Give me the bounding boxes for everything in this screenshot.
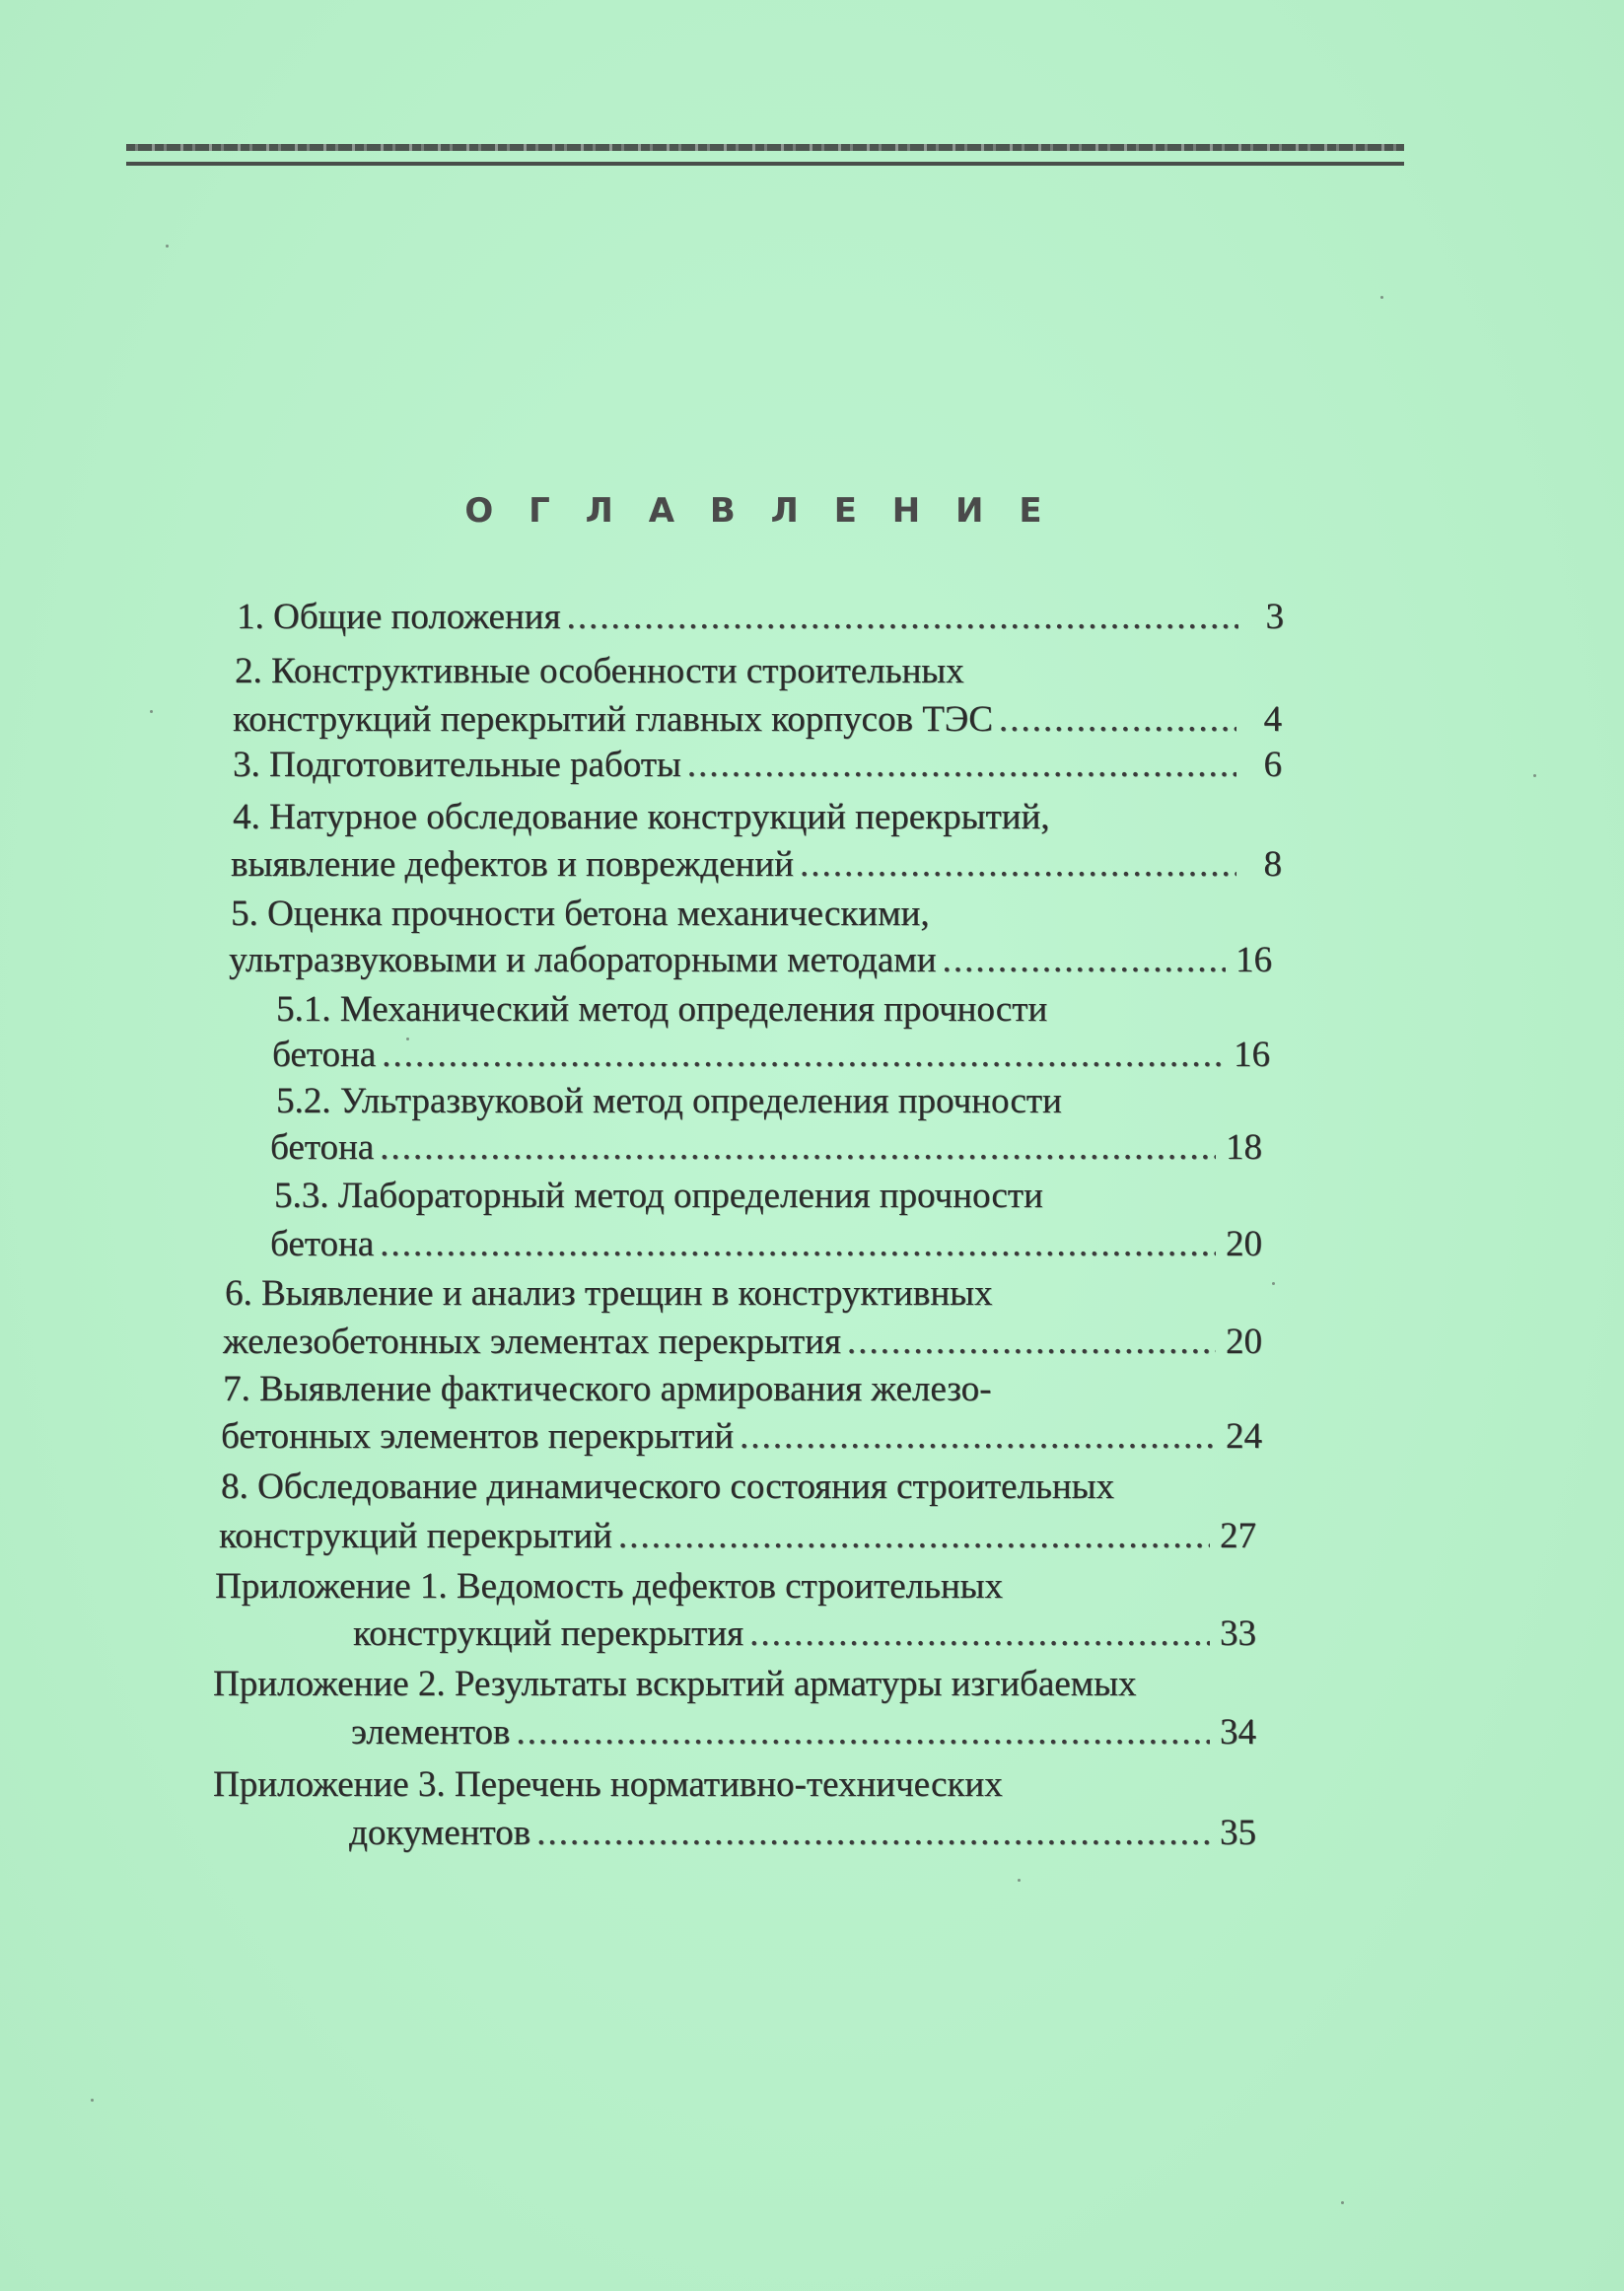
paper-speck [1272, 1282, 1275, 1285]
toc-entry-text: Приложение 1. Ведомость дефектов строительных [215, 1566, 1004, 1607]
appendix-2-line-1 [213, 1661, 1136, 1708]
toc-entry-text: 2. Конструктивные особенности строительных [235, 651, 964, 691]
toc-entry-2-line-2 [233, 696, 1282, 744]
toc-entry-5-line-1 [231, 891, 930, 938]
toc-entry-page: 16 [1236, 940, 1272, 980]
appendix-3-line-2 [349, 1810, 1256, 1857]
toc-entry-page: 4 [1263, 699, 1282, 740]
toc-entry-text: Приложение 3. Перечень нормативно-технических [213, 1764, 1003, 1805]
toc-entry-text: Приложение 2. Результаты вскрытий арматуры изгибаемых [213, 1664, 1137, 1704]
leader-dots [687, 742, 1236, 789]
toc-entry-page: 6 [1263, 745, 1282, 785]
toc-entry-text: 6. Выявление и анализ трещин в конструктивных [225, 1273, 993, 1314]
appendix-1-line-2 [353, 1611, 1256, 1658]
toc-entry-text: бетонных элементов перекрытий [221, 1416, 735, 1457]
leader-dots [999, 696, 1236, 744]
toc-entry-1 [237, 594, 1284, 641]
paper-speck [406, 1038, 409, 1040]
toc-entry-page: 34 [1220, 1712, 1256, 1753]
toc-entry-2-line-1 [235, 648, 964, 695]
leader-dots [800, 841, 1236, 889]
toc-entry-text: 5.2. Ультразвуковой метод определения прочности [276, 1081, 1062, 1121]
toc-entry-text: бетона [270, 1127, 375, 1168]
toc-entry-text: бетона [270, 1224, 375, 1264]
toc-entry-text: 5.1. Механический метод определения прочности [276, 989, 1048, 1030]
paper-speck [1341, 2201, 1344, 2204]
toc-entry-text: 8. Обследование динамического состояния строительных [221, 1467, 1114, 1507]
toc-entry-text: бетона [272, 1035, 377, 1075]
toc-entry-text: 7. Выявление фактического армирования железо- [223, 1369, 992, 1409]
toc-entry-5-1-line-2 [272, 1032, 1270, 1079]
paper-speck [91, 2099, 94, 2102]
toc-entry-4-line-2 [231, 841, 1282, 889]
toc-entry-5-1-line-1 [276, 986, 1047, 1034]
toc-entry-text: документов [349, 1813, 531, 1853]
paper-speck [1018, 1879, 1021, 1882]
toc-entry-page: 3 [1265, 597, 1284, 637]
leader-dots [618, 1513, 1210, 1560]
leader-dots [749, 1611, 1210, 1658]
leader-dots [536, 1810, 1210, 1857]
toc-entry-6-line-2 [223, 1319, 1262, 1366]
toc-entry-text: 4. Натурное обследование конструкций перекрытий, [233, 797, 1050, 837]
appendix-2-line-2 [351, 1709, 1256, 1756]
toc-entry-5-2-line-2 [270, 1124, 1262, 1172]
paper-speck [1380, 296, 1383, 299]
appendix-1-line-1 [215, 1563, 1003, 1611]
toc-entry-text: конструкций перекрытия [353, 1613, 744, 1654]
toc-entry-text: выявление дефектов и повреждений [231, 844, 794, 885]
appendix-3-line-1 [213, 1761, 1003, 1809]
toc-entry-text: железобетонных элементах перекрытия [223, 1322, 841, 1362]
leader-dots [847, 1319, 1216, 1366]
leader-dots [380, 1124, 1216, 1172]
toc-entry-3 [233, 742, 1282, 789]
toc-entry-4-line-1 [233, 794, 1050, 841]
toc-entry-5-2-line-1 [276, 1078, 1062, 1125]
leader-dots [740, 1413, 1216, 1461]
toc-entry-6-line-1 [225, 1270, 993, 1318]
toc-entry-5-3-line-2 [270, 1221, 1262, 1268]
toc-entry-page: 18 [1226, 1127, 1262, 1168]
toc-entry-7-line-1 [223, 1366, 991, 1413]
toc-entry-page: 16 [1234, 1035, 1270, 1075]
paper-speck [166, 245, 169, 248]
toc-entry-text: 5.3. Лабораторный метод определения прочности [274, 1176, 1043, 1216]
paper-speck [1533, 774, 1536, 777]
leader-dots [943, 937, 1226, 984]
toc-entry-page: 27 [1220, 1516, 1256, 1556]
toc-entry-8-line-1 [221, 1464, 1114, 1511]
leader-dots [566, 594, 1238, 641]
toc-entry-text: ультразвуковыми и лабораторными методами [229, 940, 937, 980]
toc-entry-5-3-line-1 [274, 1173, 1043, 1220]
leader-dots [516, 1709, 1210, 1756]
toc-entry-text: конструкций перекрытий главных корпусов ТЭС [233, 699, 993, 740]
leader-dots [380, 1221, 1216, 1268]
toc-entry-8-line-2 [219, 1513, 1256, 1560]
toc-entry-text: 5. Оценка прочности бетона механическими, [231, 894, 930, 934]
paper-speck [150, 710, 153, 713]
toc-entry-text: 1. Общие положения [237, 597, 561, 637]
toc-entry-page: 33 [1220, 1613, 1256, 1654]
toc-entry-text: элементов [351, 1712, 511, 1753]
toc-entry-page: 20 [1226, 1224, 1262, 1264]
leader-dots [382, 1032, 1224, 1079]
toc-entry-page: 35 [1220, 1813, 1256, 1853]
toc-entry-page: 8 [1263, 844, 1282, 885]
toc-entry-page: 24 [1226, 1416, 1262, 1457]
toc-entry-text: конструкций перекрытий [219, 1516, 612, 1556]
toc-entry-page: 20 [1226, 1322, 1262, 1362]
toc-entry-5-line-2 [229, 937, 1272, 984]
toc-title: О Г Л А В Л Е Н И Е [464, 491, 1054, 531]
toc-entry-7-line-2 [221, 1413, 1262, 1461]
toc-entry-text: 3. Подготовительные работы [233, 745, 681, 785]
